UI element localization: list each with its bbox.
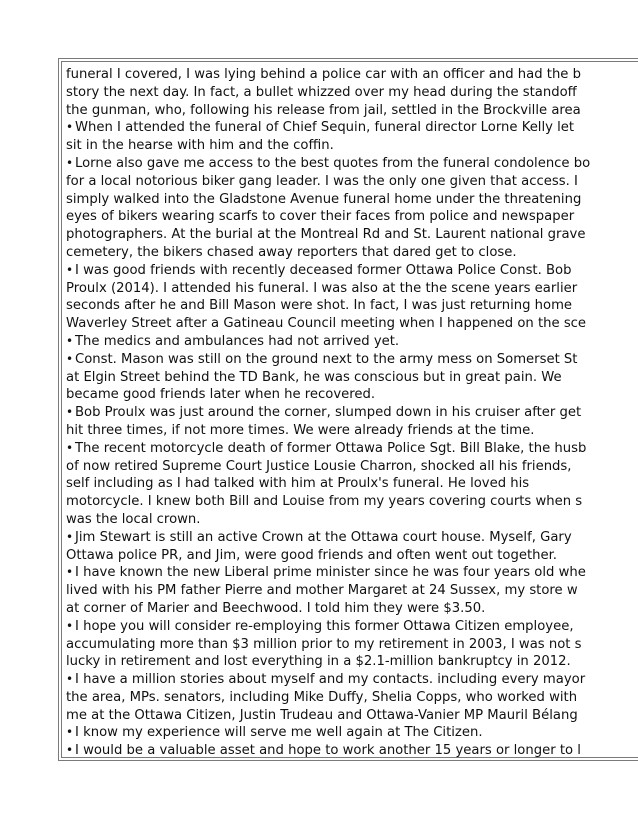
line-text: motorcycle. I knew both Bill and Louise from my years covering courts when s: [66, 494, 583, 510]
text-line: [66, 458, 638, 476]
bullet-glyph: •: [66, 155, 74, 170]
line-text: cemetery, the bikers chased away reporters that dared get to close.: [66, 244, 517, 260]
line-text: funeral I covered, I was lying behind a police car with an officer and had the b: [66, 67, 581, 82]
text-line: [66, 244, 638, 262]
line-text: was the local crown.: [66, 511, 201, 527]
bullet-line: [66, 618, 638, 636]
bullet-glyph: •: [66, 405, 74, 420]
text-line: [66, 369, 638, 387]
line-text: I have a million stories about myself and my contacts. including every mayor: [75, 672, 586, 688]
line-text: for a local notorious biker gang leader. I was the only one given that access. I: [66, 173, 578, 189]
line-text: accumulating more than $3 million prior to my retirement in 2003, I was not s: [66, 636, 582, 652]
text-line: [66, 173, 638, 191]
text-line: [66, 653, 638, 671]
line-text: lucky in retirement and lost everything in a $2.1-million bankruptcy in 2012.: [66, 654, 571, 670]
bullet-line: [66, 262, 638, 280]
line-text: The medics and ambulances had not arrived yet.: [75, 333, 400, 349]
line-text: I have known the new Liberal prime minister since he was four years old whe: [75, 565, 586, 581]
bullet-line: [66, 529, 638, 547]
bullet-line: [66, 333, 638, 351]
bullet-line: [66, 671, 638, 689]
line-text: Lorne also gave me access to the best quotes from the funeral condolence bo: [75, 155, 591, 171]
text-frame: [58, 58, 638, 761]
bullet-glyph: •: [66, 725, 74, 740]
line-text: eyes of bikers wearing scarfs to cover their faces from police and newspaper: [66, 209, 575, 225]
line-text: Ottawa police PR, and Jim, were good friends and often went out together.: [66, 547, 558, 563]
bullet-line: [66, 155, 638, 173]
bullet-glyph: •: [66, 618, 74, 633]
text-line: [66, 689, 638, 707]
text-line: [66, 493, 638, 511]
line-text: I was good friends with recently deceased former Ottawa Police Const. Bob: [75, 262, 572, 278]
text-line: [66, 386, 638, 404]
line-text: I know my experience will serve me well again at The Citizen.: [75, 725, 483, 741]
bullet-line: [66, 564, 638, 582]
text-line: [66, 191, 638, 209]
bullet-line: [66, 742, 638, 760]
line-text: at corner of Marier and Beechwood. I told him they were $3.50.: [66, 600, 486, 616]
line-text: sit in the hearse with him and the coffin.: [66, 138, 334, 154]
line-text: of now retired Supreme Court Justice Lousie Charron, shocked all his friends,: [66, 458, 572, 474]
line-text: self including as I had talked with him at Proulx's funeral. He loved his: [66, 476, 530, 492]
line-text: at Elgin Street behind the TD Bank, he was conscious but in great pain. We: [66, 369, 562, 385]
line-text: I hope you will consider re-employing this former Ottawa Citizen employee,: [75, 618, 574, 634]
text-line: [66, 66, 638, 84]
text-line: [66, 422, 638, 440]
text-line: [66, 315, 638, 333]
text-line: [66, 475, 638, 493]
bullet-glyph: •: [66, 351, 74, 366]
text-line: [66, 707, 638, 725]
line-text: photographers. At the burial at the Montreal Rd and St. Laurent national grave: [66, 227, 586, 243]
body-text: [66, 66, 638, 760]
line-text: simply walked into the Gladstone Avenue funeral home under the threatening: [66, 191, 582, 207]
text-line: [66, 102, 638, 120]
bullet-line: [66, 724, 638, 742]
bullet-glyph: •: [66, 743, 74, 758]
bullet-line: [66, 404, 638, 422]
bullet-line: [66, 351, 638, 369]
bullet-glyph: •: [66, 262, 74, 277]
bullet-glyph: •: [66, 120, 74, 135]
text-line: [66, 636, 638, 654]
text-line: [66, 137, 638, 155]
line-text: me at the Ottawa Citizen, Justin Trudeau and Ottawa-Vanier MP Mauril Bélang: [66, 707, 578, 723]
bullet-line: [66, 440, 638, 458]
line-text: Const. Mason was still on the ground next to the army mess on Somerset St: [75, 351, 578, 367]
line-text: The recent motorcycle death of former Ottawa Police Sgt. Bill Blake, the husb: [75, 440, 587, 456]
bullet-glyph: •: [66, 565, 74, 580]
line-text: When I attended the funeral of Chief Sequin, funeral director Lorne Kelly let: [75, 120, 575, 136]
text-line: [66, 547, 638, 565]
text-line: [66, 84, 638, 102]
line-text: the area, MPs. senators, including Mike Duffy, Shelia Copps, who worked with: [66, 689, 578, 705]
bullet-glyph: •: [66, 672, 74, 687]
line-text: story the next day. In fact, a bullet whizzed over my head during the standoff: [66, 84, 577, 100]
line-text: became good friends later when he recovered.: [66, 387, 376, 403]
line-text: Bob Proulx was just around the corner, slumped down in his cruiser after get: [75, 405, 582, 421]
line-text: I would be a valuable asset and hope to work another 15 years or longer to l: [75, 743, 581, 759]
line-text: hit three times, if not more times. We were already friends at the time.: [66, 422, 535, 438]
line-text: Waverley Street after a Gatineau Council meeting when I happened on the sce: [66, 316, 587, 332]
bullet-line: [66, 119, 638, 137]
text-line: [66, 208, 638, 226]
line-text: Jim Stewart is still an active Crown at the Ottawa court house. Myself, Gary: [75, 529, 572, 545]
line-text: Proulx (2014). I attended his funeral. I was also at the the scene years earlier: [66, 280, 578, 296]
text-line: [66, 280, 638, 298]
text-line: [66, 582, 638, 600]
line-text: the gunman, who, following his release from jail, settled in the Brockville area: [66, 102, 581, 118]
bullet-glyph: •: [66, 333, 74, 348]
text-line: [66, 226, 638, 244]
bullet-glyph: •: [66, 529, 74, 544]
text-line: [66, 511, 638, 529]
line-text: lived with his PM father Pierre and mother Margaret at 24 Sussex, my store w: [66, 583, 578, 599]
text-line: [66, 600, 638, 618]
text-line: [66, 297, 638, 315]
bullet-glyph: •: [66, 440, 74, 455]
line-text: seconds after he and Bill Mason were shot. In fact, I was just returning home: [66, 298, 573, 314]
